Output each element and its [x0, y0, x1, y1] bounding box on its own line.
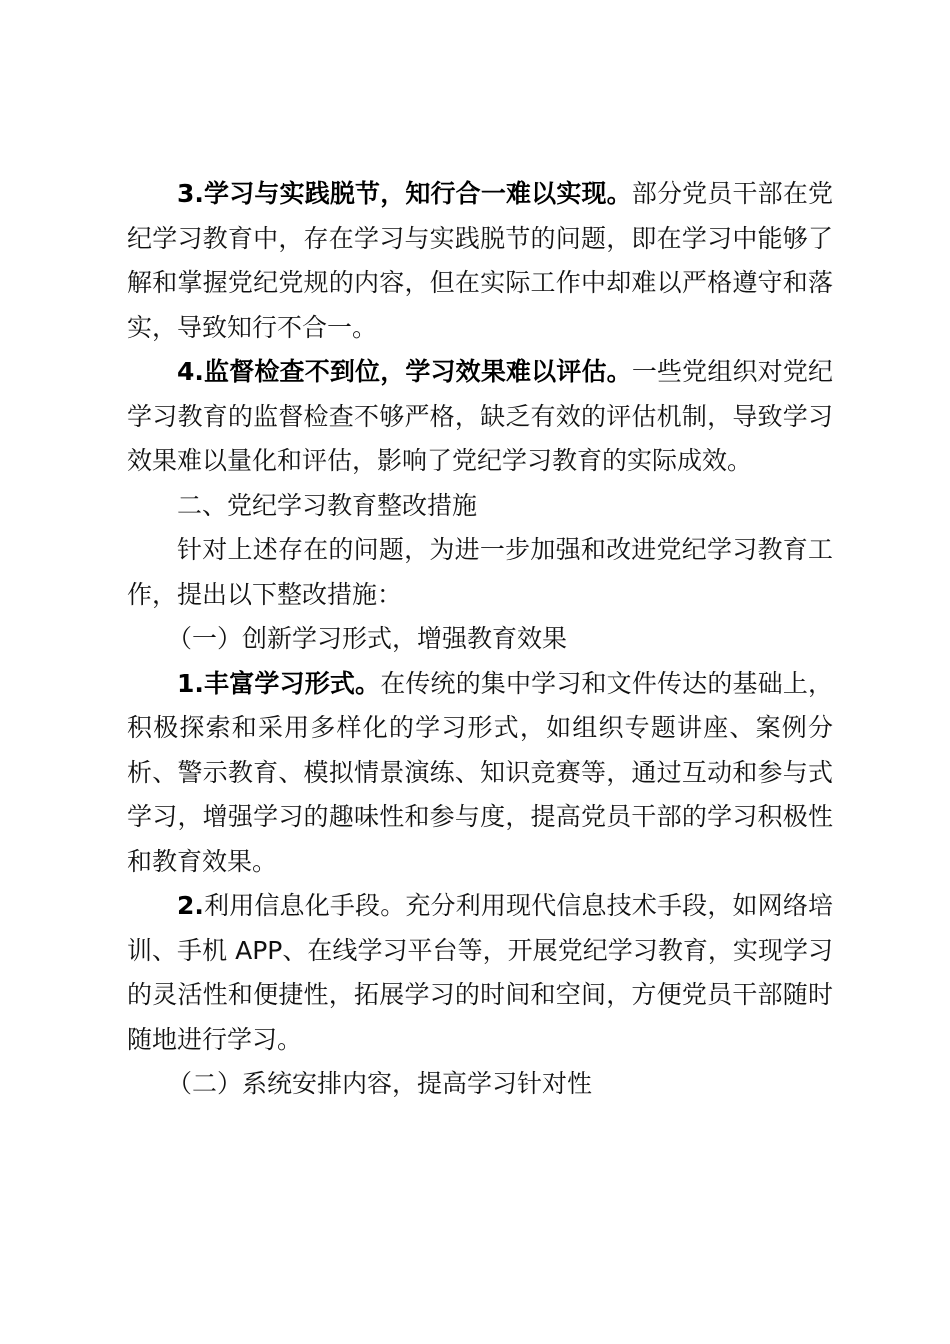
item-2-paragraph — [127, 884, 833, 1062]
item-2-number: 2. — [177, 891, 204, 920]
subsection-heading-1: （一）创新学习形式，增强教育效果 — [167, 624, 568, 653]
intro-paragraph: 针对上述存在的问题，为进一步加强和改进党纪学习教育工作，提出以下整改措施： — [127, 535, 833, 609]
paragraph-4 — [127, 350, 833, 484]
section-heading: 二、党纪学习教育整改措施 — [177, 490, 478, 520]
paragraph-3 — [127, 172, 833, 350]
document-body — [127, 172, 833, 1107]
paragraph-4-text: 一些党组织对党纪学习教育的监督检查不够严格，缺乏有效的评估机制，导致学习效果难以量化和评估，影响了党纪学习教育的实际成效。 — [127, 357, 833, 475]
paragraph-3-lead: 3.学习与实践脱节，知行合一难以实现。 — [177, 179, 632, 208]
subsection-heading-2: （二）系统安排内容，提高学习针对性 — [167, 1069, 593, 1098]
item-1-lead: 1.丰富学习形式。 — [177, 668, 381, 698]
paragraph-3-text: 部分党员干部在党纪学习教育中，存在学习与实践脱节的问题，即在学习中能够了解和掌握党纪党规的内容，但在实际工作中却难以严格遵守和落实，导致知行不合一。 — [127, 179, 833, 342]
item-1-text: 在传统的集中学习和文件传达的基础上，积极探索和采用多样化的学习形式，如组织专题讲座、案例分析、警示教育、模拟情景演练、知识竞赛等，通过互动和参与式学习，增强学习的趣味性和参与度，提高党员干部的学习积极性和教育效果。 — [127, 668, 833, 876]
item-2-text: 利用信息化手段。充分利用现代信息技术手段，如网络培训、手机 APP、在线学习平台等，开展党纪学习教育，实现学习的灵活性和便捷性，拓展学习的时间和空间，方便党员干部随时随地进行学习。 — [127, 891, 833, 1054]
item-1-paragraph — [127, 662, 833, 885]
paragraph-4-lead: 4.监督检查不到位，学习效果难以评估。 — [177, 357, 632, 386]
